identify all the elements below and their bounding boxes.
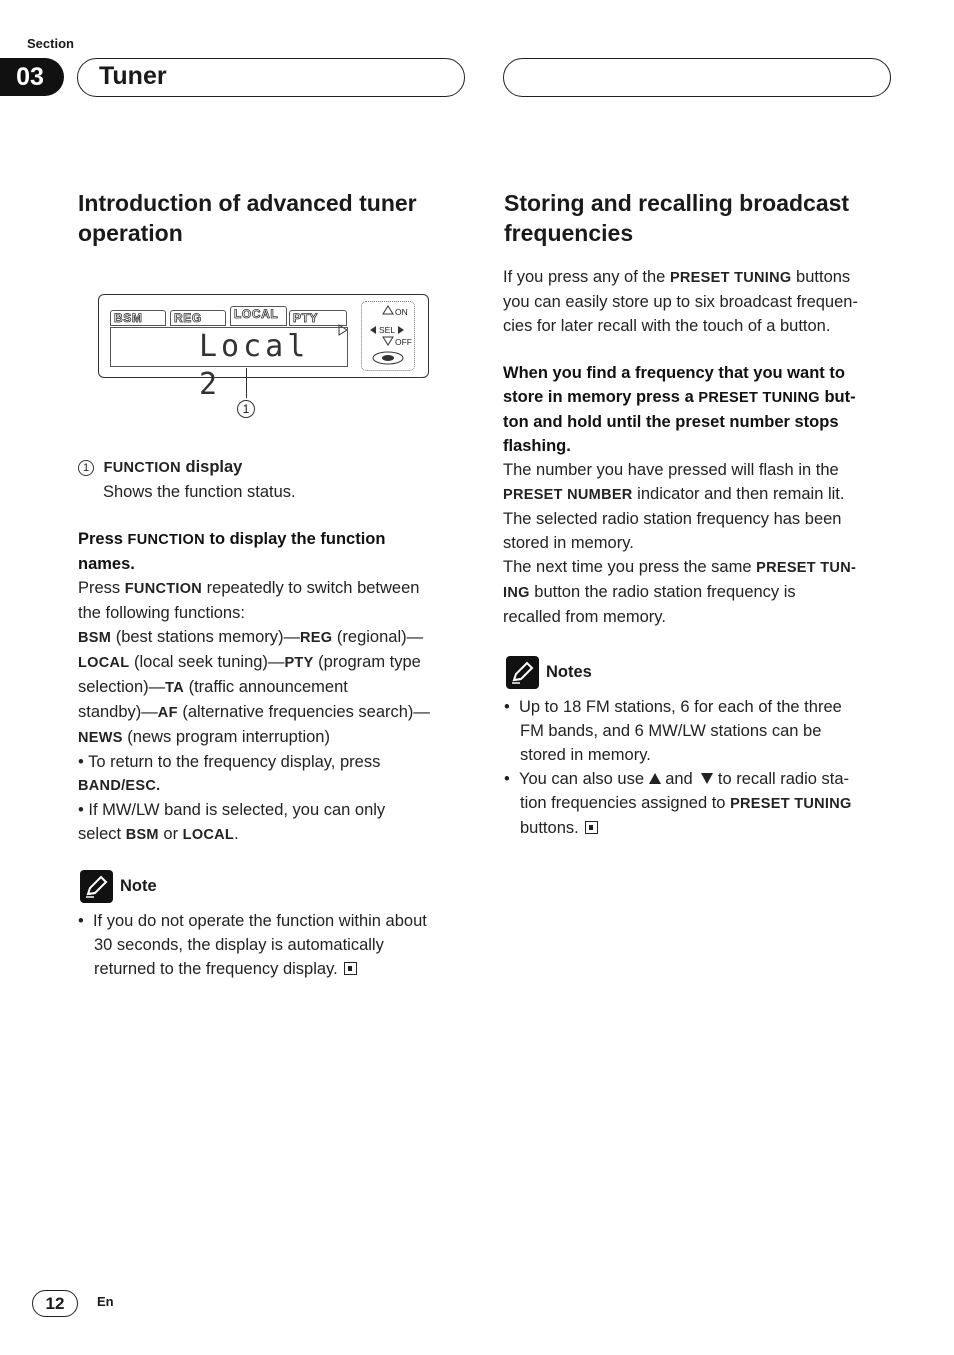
display-tab-pty: PTY bbox=[289, 310, 347, 326]
notes-text: • Up to 18 FM stations, 6 for each of the three FM bands, and 6 MW/LW stations can be stored in memory. • You can also use and to recall radio sta- tion frequencies assigned to PRESET TUNING buttons. bbox=[504, 698, 852, 837]
left-arrow-icon bbox=[369, 325, 377, 335]
up-triangle-icon bbox=[649, 773, 661, 784]
display-tab-bsm: BSM bbox=[110, 310, 166, 326]
section-label: Section bbox=[27, 36, 74, 51]
legend-label-sc: FUNCTION bbox=[103, 460, 181, 476]
stop-square-icon bbox=[344, 962, 357, 975]
display-tab-local: LOCAL bbox=[230, 306, 287, 326]
tuner-display-illustration bbox=[98, 294, 429, 402]
language-label: En bbox=[97, 1294, 114, 1309]
right-heading: Storing and recalling broadcast frequencies bbox=[504, 190, 850, 246]
right-arrow-icon bbox=[397, 325, 405, 335]
up-arrow-icon bbox=[382, 305, 394, 315]
ctrl-off-label: OFF bbox=[395, 337, 412, 347]
pencil-notes-icon bbox=[506, 656, 539, 689]
page-title: Tuner bbox=[77, 58, 465, 97]
header-blank-pill bbox=[503, 58, 891, 97]
intro-paragraph: If you press any of the PRESET TUNING buttons you can easily store up to six broadcast frequen- cies for later recall with the touch of a button. bbox=[503, 268, 858, 335]
callout-number: 1 bbox=[237, 400, 255, 418]
page-number: 12 bbox=[32, 1290, 78, 1317]
note-title: Note bbox=[120, 877, 157, 895]
callout-line bbox=[246, 368, 247, 398]
store-section: When you find a frequency that you want to store in memory press a PRESET TUNING but- ton and hold until the preset number stops flashing. The number you have pressed will flash in the PRESET NUMBER indicator and then remain lit. The selected radio station frequency has been stored in memory. The next time you press the same PRESET TUN- ING button the radio station frequency is recalled from memory. bbox=[503, 364, 857, 626]
ctrl-sel-label: SEL bbox=[379, 325, 396, 335]
notes-title: Notes bbox=[546, 663, 592, 681]
display-tab-reg: REG bbox=[170, 310, 226, 326]
press-function-section: Press FUNCTION to display the function names. Press FUNCTION repeatedly to switch between the following functions: BSM (best stations memory)—REG (regional)— LOCAL (local seek tuning)—PTY (program type selection)—TA (traffic announcement standby)—AF (alternative frequencies search)— NEWS (news program interruption) • To return to the frequency display, press BAND/ESC. • If MW/LW band is selected, you can only select BSM or LOCAL. bbox=[78, 530, 430, 843]
display-lcd: Local 2 bbox=[110, 327, 348, 367]
note-text: • If you do not operate the function within about 30 seconds, the display is automatically returned to the frequency display. bbox=[78, 912, 427, 978]
legend-number: 1 bbox=[78, 460, 94, 476]
down-triangle-icon bbox=[701, 773, 713, 784]
left-heading: Introduction of advanced tuner operation bbox=[78, 190, 417, 246]
legend-function-display bbox=[78, 455, 468, 504]
display-control-panel bbox=[361, 301, 415, 371]
pencil-note-icon bbox=[80, 870, 113, 903]
down-arrow-icon bbox=[382, 336, 394, 346]
ctrl-on-label: ON bbox=[395, 307, 408, 317]
notes-block bbox=[506, 656, 592, 689]
section-number-badge: 03 bbox=[0, 58, 64, 96]
legend-label-rest: display bbox=[180, 458, 243, 476]
note-block bbox=[80, 870, 157, 903]
stop-square-icon bbox=[585, 821, 598, 834]
eject-symbol-icon bbox=[371, 350, 405, 366]
legend-desc: Shows the function status. bbox=[103, 483, 296, 501]
